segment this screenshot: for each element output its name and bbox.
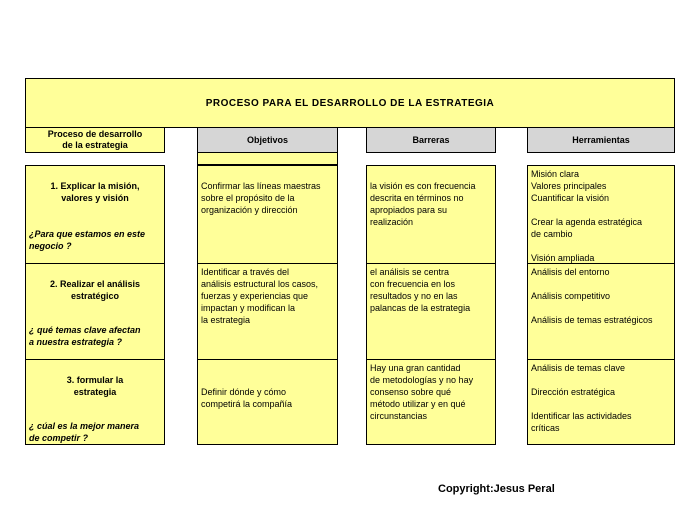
herramientas-cell-2: Análisis del entorno Análisis competitivo Análisis de temas estratégicos bbox=[527, 263, 675, 360]
proceso-cell-3 bbox=[25, 359, 165, 445]
objetivos-cell-3: Definir dónde y cómo competirá la compañía bbox=[197, 359, 338, 445]
proceso-question: ¿Para que estamos en este negocio ? bbox=[29, 229, 146, 251]
proceso-question: ¿ qué temas clave afectan a nuestra estrategia ? bbox=[29, 325, 141, 347]
proceso-title: 1. Explicar la misión, valores y visión bbox=[50, 181, 140, 203]
header-spacer-objetivos bbox=[197, 153, 338, 165]
proceso-cell-1 bbox=[25, 165, 165, 264]
header-objetivos: Objetivos bbox=[197, 127, 338, 153]
barreras-cell-1: la visión es con frecuencia descrita en términos no apropiados para su realización bbox=[366, 165, 496, 264]
proceso-cell-2 bbox=[25, 263, 165, 360]
objetivos-cell-2: Identificar a través del análisis estructural los casos, fuerzas y experiencias que impactan y modifican la la estrategia bbox=[197, 263, 338, 360]
header-herramientas: Herramientas bbox=[527, 127, 675, 153]
proceso-title: 2. Realizar el análisis estratégico bbox=[49, 279, 141, 301]
objetivos-cell-1: Confirmar las líneas maestras sobre el propósito de la organización y dirección bbox=[197, 165, 338, 264]
header-proceso: Proceso de desarrollo de la estrategia bbox=[25, 127, 165, 153]
proceso-title: 3. formular la estrategia bbox=[66, 375, 124, 397]
page-title: PROCESO PARA EL DESARROLLO DE LA ESTRATEGIA bbox=[25, 78, 675, 128]
barreras-cell-3: Hay una gran cantidad de metodologías y no hay consenso sobre qué método utilizar y en qué circunstancias bbox=[366, 359, 496, 445]
herramientas-cell-1: Misión clara Valores principales Cuantificar la visión Crear la agenda estratégica de cambio Visión ampliada bbox=[527, 165, 675, 264]
herramientas-cell-3: Análisis de temas clave Dirección estratégica Identificar las actividades críticas bbox=[527, 359, 675, 445]
proceso-question: ¿ cúal es la mejor manera de competir ? bbox=[29, 421, 140, 443]
barreras-cell-2: el análisis se centra con frecuencia en los resultados y no en las palancas de la estrategia bbox=[366, 263, 496, 360]
header-barreras: Barreras bbox=[366, 127, 496, 153]
copyright-footer: Copyright:Jesus Peral bbox=[438, 483, 555, 495]
